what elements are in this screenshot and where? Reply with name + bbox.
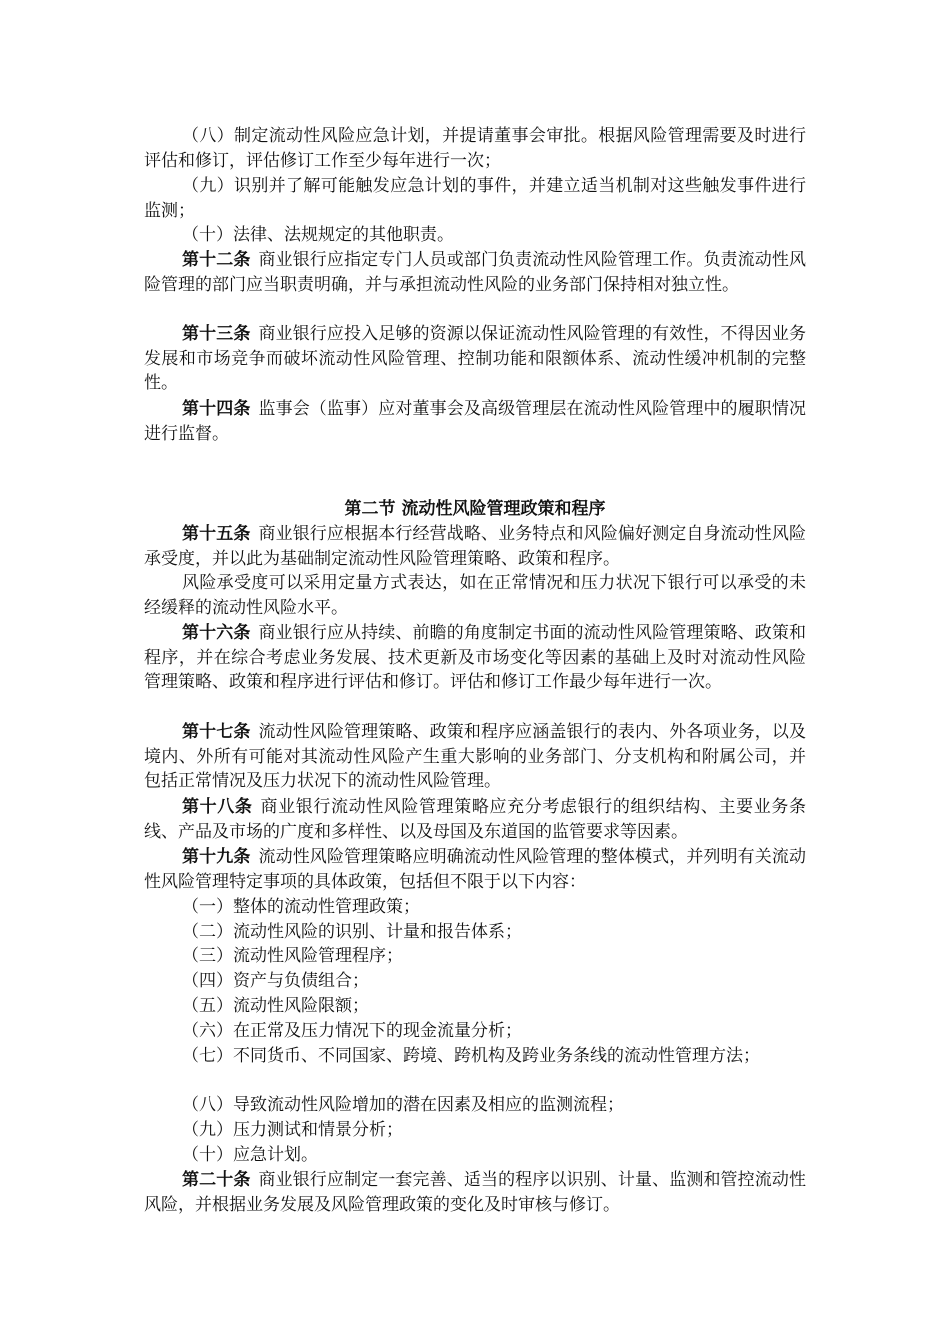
list-text: （十）应急计划。: [182, 1145, 318, 1165]
article-17: [144, 720, 806, 794]
paragraph-item-9: [144, 174, 806, 223]
article-number: 第十九条: [182, 847, 251, 867]
list-item-2: [144, 920, 806, 945]
list-item-7: [144, 1044, 806, 1069]
paragraph-item-8: [144, 124, 806, 173]
article-text: 商业银行应根据本行经营战略、业务特点和风险偏好测定自身流动性风险承受度，并以此为基础制定流动性风险管理策略、政策和程序。: [144, 524, 807, 569]
list-text: （九）压力测试和情景分析；: [182, 1120, 403, 1140]
article-text: 商业银行应制定一套完善、适当的程序以识别、计量、监测和管控流动性风险，并根据业务发展及风险管理政策的变化及时审核与修订。: [144, 1170, 807, 1215]
paragraph-text: （十）法律、法规规定的其他职责。: [182, 225, 454, 245]
paragraph-text: （九）识别并了解可能触发应急计划的事件，并建立适当机制对这些触发事件进行监测；: [144, 176, 806, 221]
article-number: 第十七条: [182, 722, 251, 742]
list-item-5: [144, 994, 806, 1019]
article-13: [144, 322, 806, 396]
article-16: [144, 621, 806, 695]
article-number: 第二十条: [182, 1170, 251, 1190]
list-item-4: [144, 969, 806, 994]
list-item-8: [144, 1093, 806, 1118]
list-item-6: [144, 1019, 806, 1044]
article-text: 商业银行流动性风险管理策略应充分考虑银行的组织结构、主要业务条线、产品及市场的广度和多样性、以及母国及东道国的监管要求等因素。: [144, 797, 807, 842]
article-text: 流动性风险管理策略、政策和程序应涵盖银行的表内、外各项业务，以及境内、外所有可能对其流动性风险产生重大影响的业务部门、分支机构和附属公司，并包括正常情况及压力状况下的流动性风险管理。: [144, 722, 807, 792]
list-item-3: [144, 944, 806, 969]
article-text: 商业银行应指定专门人员或部门负责流动性风险管理工作。负责流动性风险管理的部门应当职责明确，并与承担流动性风险的业务部门保持相对独立性。: [144, 250, 807, 295]
list-text: （五）流动性风险限额；: [182, 996, 369, 1016]
list-text: （七）不同货币、不同国家、跨境、跨机构及跨业务条线的流动性管理方法；: [182, 1046, 760, 1066]
article-20: [144, 1168, 806, 1217]
article-number: 第十六条: [182, 623, 251, 643]
list-text: （六）在正常及压力情况下的现金流量分析；: [182, 1021, 522, 1041]
list-item-10: [144, 1143, 806, 1168]
list-item-1: [144, 895, 806, 920]
article-text: 商业银行应投入足够的资源以保证流动性风险管理的有效性，不得因业务发展和市场竞争而破坏流动性风险管理、控制功能和限额体系、流动性缓冲机制的完整性。: [144, 324, 807, 394]
paragraph-risk-tolerance: [144, 571, 806, 620]
list-text: （三）流动性风险管理程序；: [182, 946, 403, 966]
article-text: 监事会（监事）应对董事会及高级管理层在流动性风险管理中的履职情况进行监督。: [144, 399, 807, 444]
list-item-9: [144, 1118, 806, 1143]
paragraph-text: 风险承受度可以采用定量方式表达，如在正常情况和压力状况下银行可以承受的未经缓释的流动性风险水平。: [144, 573, 806, 618]
article-number: 第十二条: [182, 250, 251, 270]
paragraph-text: （八）制定流动性风险应急计划，并提请董事会审批。根据风险管理需要及时进行评估和修订，评估修订工作至少每年进行一次；: [144, 126, 806, 171]
article-19: [144, 845, 806, 894]
article-14: [144, 397, 806, 446]
list-text: （八）导致流动性风险增加的潜在因素及相应的监测流程；: [182, 1095, 624, 1115]
article-12: [144, 248, 806, 297]
list-text: （四）资产与负债组合；: [182, 971, 369, 991]
list-text: （一）整体的流动性管理政策；: [182, 897, 420, 917]
paragraph-item-10: [144, 223, 806, 248]
article-text: 商业银行应从持续、前瞻的角度制定书面的流动性风险管理策略、政策和程序，并在综合考虑业务发展、技术更新及市场变化等因素的基础上及时对流动性风险管理策略、政策和程序进行评估和修订。评估和修订工作最少每年进行一次。: [144, 623, 807, 693]
article-number: 第十八条: [182, 797, 253, 817]
article-number: 第十三条: [182, 324, 251, 344]
list-text: （二）流动性风险的识别、计量和报告体系；: [182, 922, 522, 942]
article-15: [144, 522, 806, 571]
article-number: 第十四条: [182, 399, 251, 419]
article-18: [144, 795, 806, 844]
section-heading: 第二节 流动性风险管理政策和程序: [344, 499, 606, 519]
article-number: 第十五条: [182, 524, 251, 544]
article-text: 流动性风险管理策略应明确流动性风险管理的整体模式，并列明有关流动性风险管理特定事项的具体政策，包括但不限于以下内容：: [144, 847, 807, 892]
